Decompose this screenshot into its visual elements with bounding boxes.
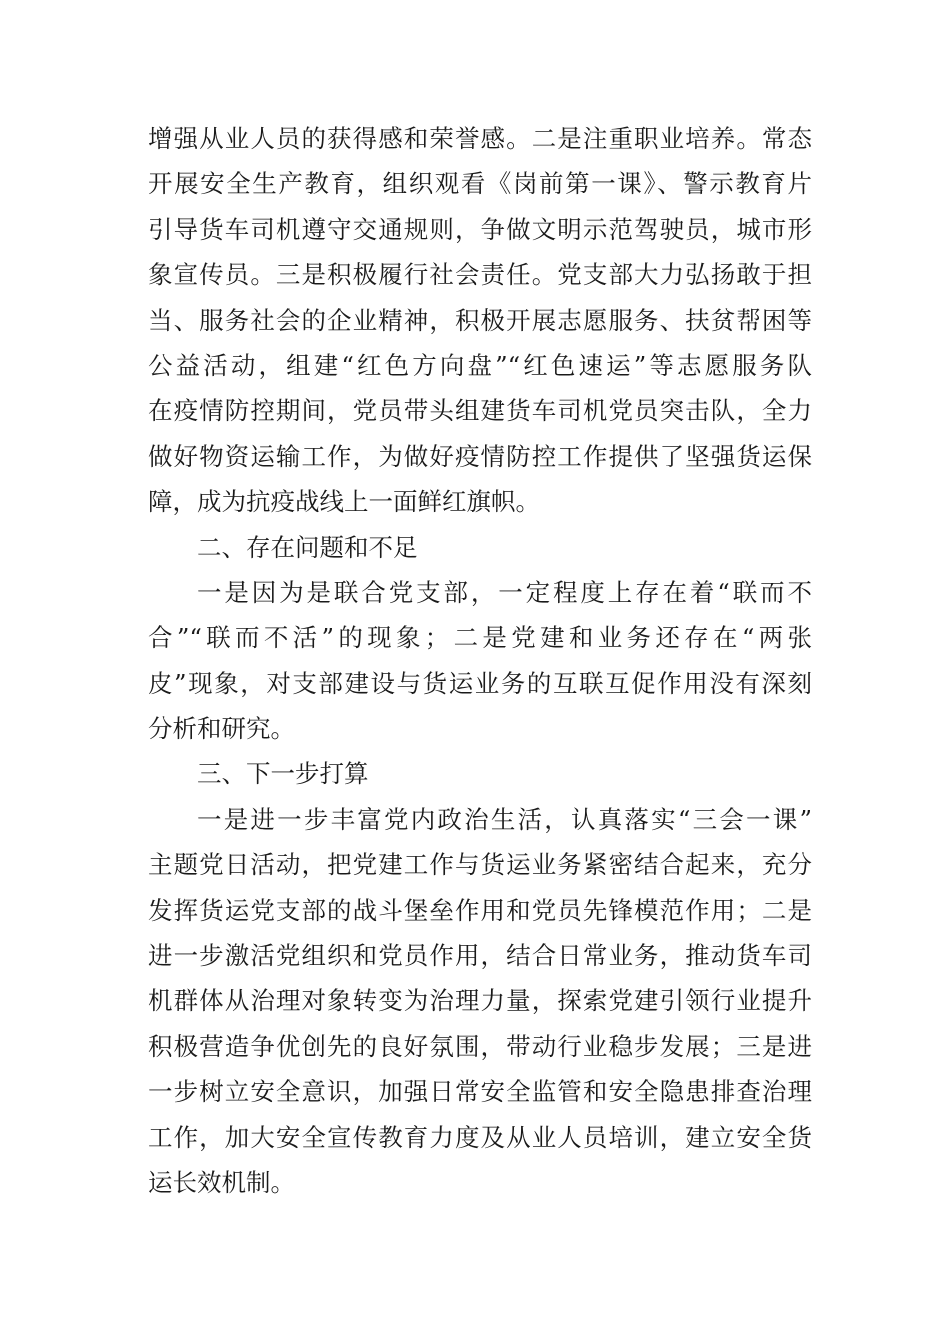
text-line: 合”“联而不活”的现象；二是党建和业务还存在“两张 [148,623,812,653]
text-line: 象宣传员。三是积极履行社会责任。党支部大力弘扬敢于担 [148,260,812,290]
text-line: 工作，加大安全宣传教育力度及从业人员培训，建立安全货 [148,1122,812,1152]
text-line: 积极营造争优创先的良好氛围，带动行业稳步发展；三是进 [148,1031,812,1061]
text-line: 增强从业人员的获得感和荣誉感。二是注重职业培养。常态 [148,124,812,153]
text-line: 皮”现象，对支部建设与货运业务的互联互促作用没有深刻 [148,668,812,698]
text-line: 机群体从治理对象转变为治理力量，探索党建引领行业提升 [148,986,812,1016]
text-line: 一是因为是联合党支部，一定程度上存在着“联而不 [197,577,812,607]
section-heading-next-steps: 三、下一步打算 [197,759,369,789]
text-line: 障，成为抗疫战线上一面鲜红旗帜。 [148,487,540,517]
text-line: 当、服务社会的企业精神，积极开展志愿服务、扶贫帮困等 [148,305,812,335]
continuation-paragraph [148,116,812,525]
text-line: 引导货车司机遵守交通规则，争做文明示范驾驶员，城市形 [148,214,812,244]
text-line: 在疫情防控期间，党员带头组建货车司机党员突击队，全力 [148,396,812,426]
text-line: 一是进一步丰富党内政治生活，认真落实“三会一课” [197,804,812,834]
document-body [148,116,812,1205]
text-line: 进一步激活党组织和党员作用，结合日常业务，推动货车司 [148,941,812,971]
text-line: 开展安全生产教育，组织观看《岗前第一课》、警示教育片 [148,169,812,199]
text-line: 公益活动，组建“红色方向盘”“红色速运”等志愿服务队 [148,350,812,380]
text-line: 分析和研究。 [148,714,295,744]
problems-paragraph [148,570,812,752]
text-line: 主题党日活动，把党建工作与货运业务紧密结合起来，充分 [148,850,812,880]
next-steps-paragraph [148,797,812,1206]
text-line: 一步树立安全意识，加强日常安全监管和安全隐患排查治理 [148,1077,812,1107]
text-line: 运长效机制。 [148,1167,295,1197]
text-line: 发挥货运党支部的战斗堡垒作用和党员先锋模范作用；二是 [148,895,812,925]
text-line: 做好物资运输工作，为做好疫情防控工作提供了坚强货运保 [148,441,812,471]
section-heading-problems: 二、存在问题和不足 [197,532,418,562]
